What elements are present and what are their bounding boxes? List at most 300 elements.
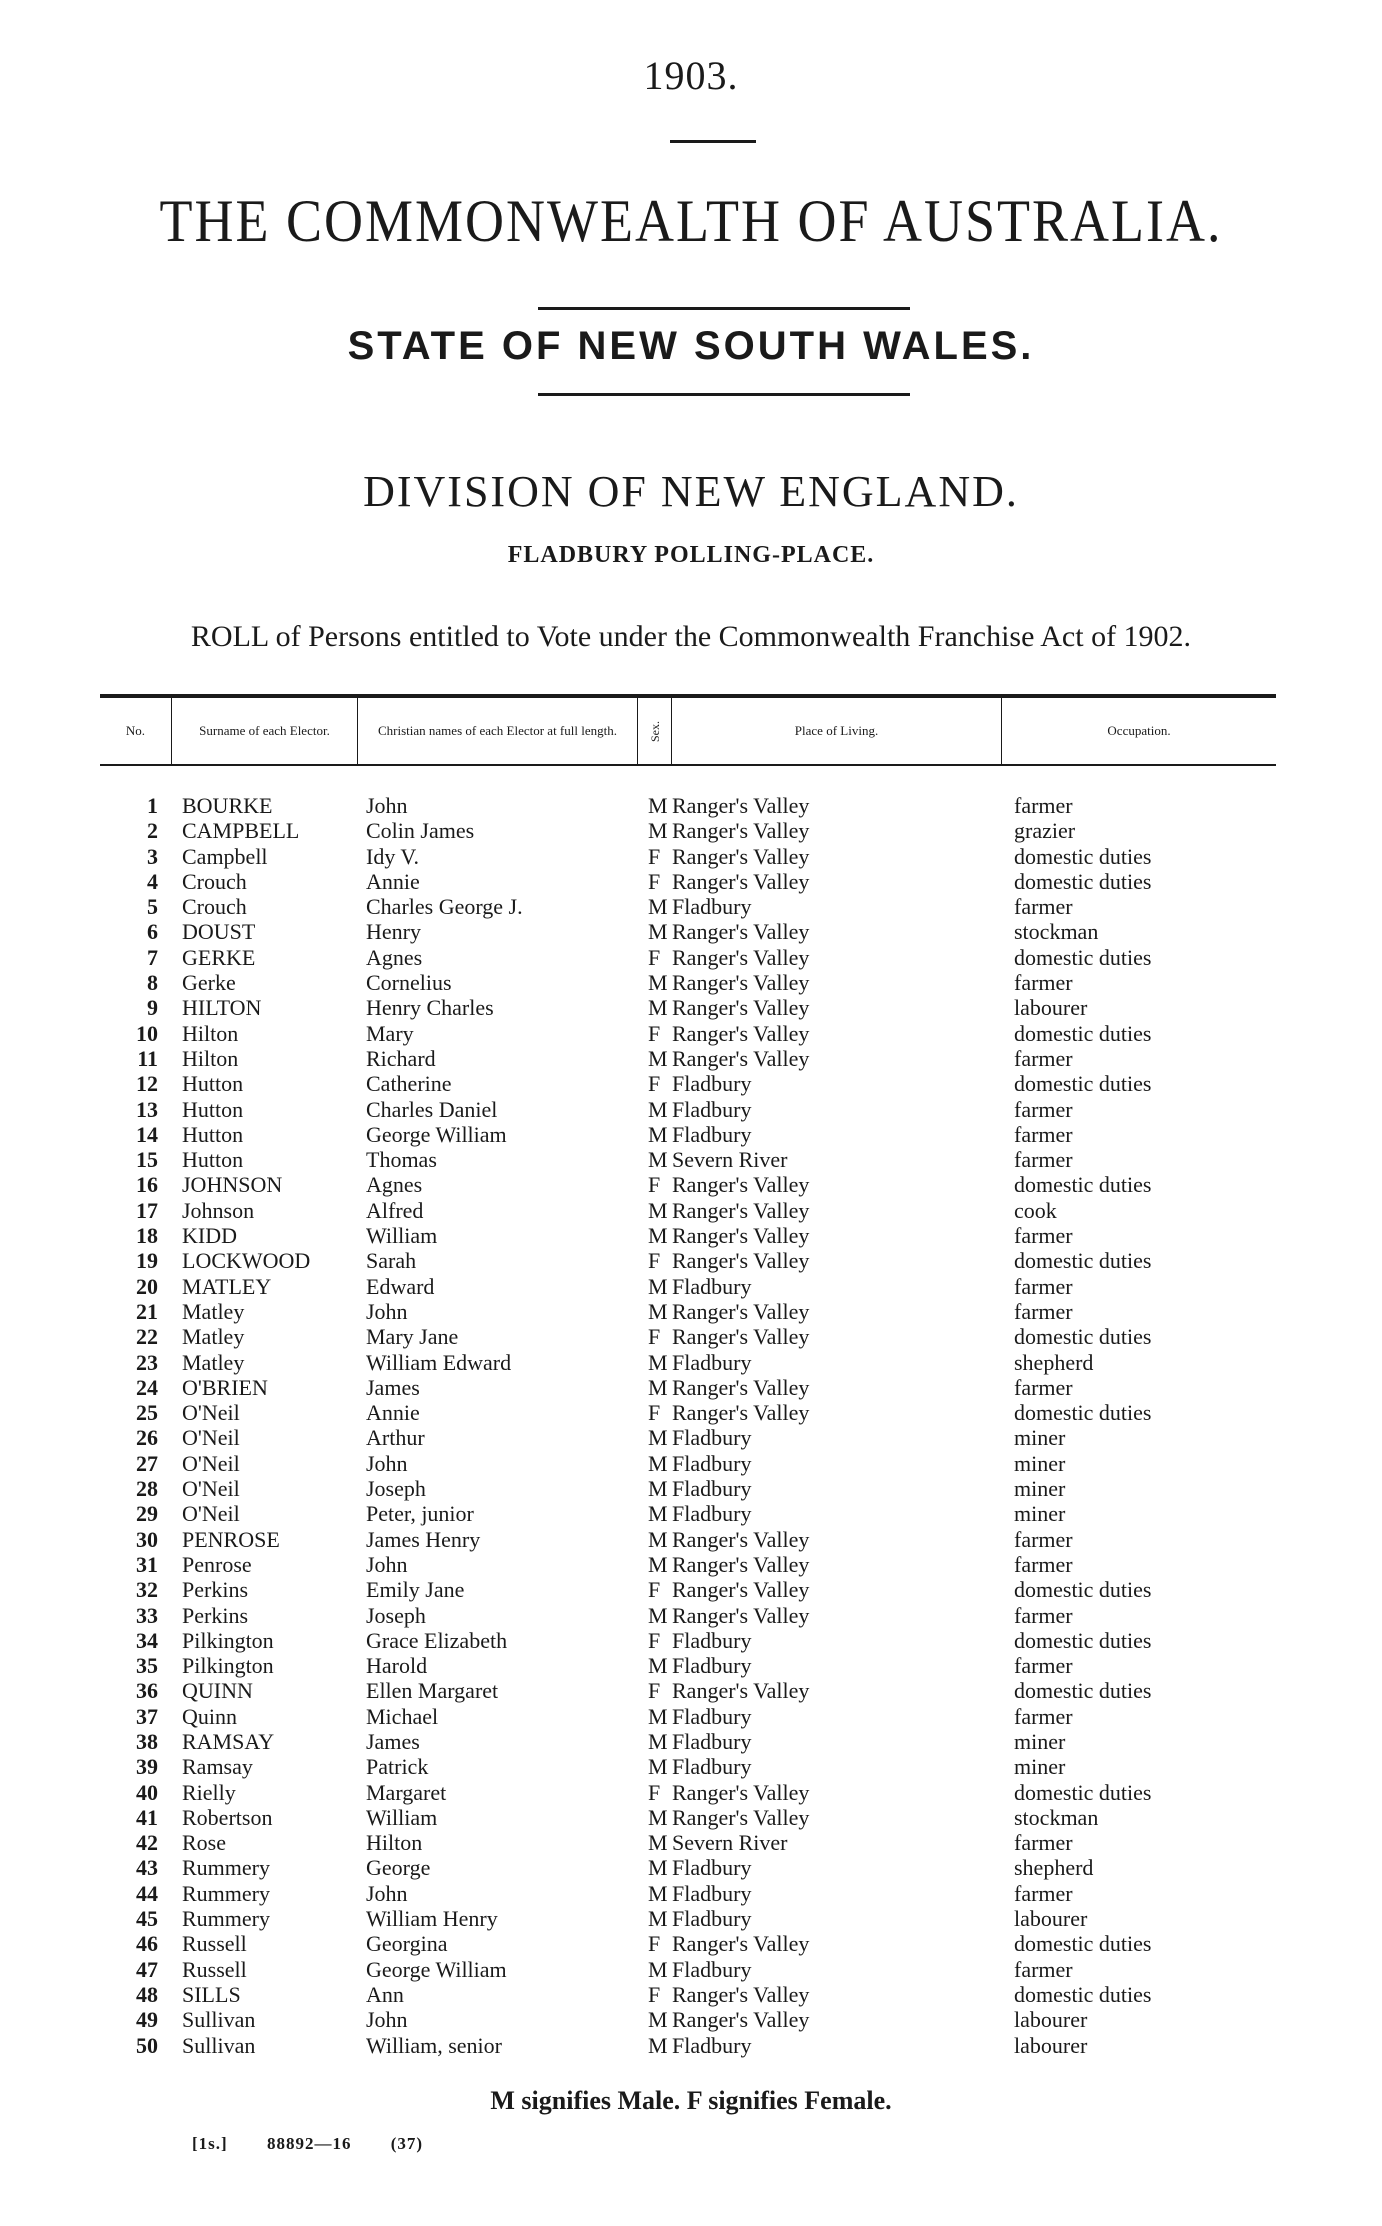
elector-occupation: farmer bbox=[1014, 1956, 1073, 1982]
elector-sex: M bbox=[648, 1501, 668, 1527]
row-number: 3 bbox=[147, 843, 158, 869]
elector-occupation: domestic duties bbox=[1014, 1931, 1152, 1957]
elector-place-of-living: Fladbury bbox=[672, 1880, 752, 1906]
column-header-occupation: Occupation. bbox=[1107, 723, 1171, 738]
elector-surname: BOURKE bbox=[182, 793, 273, 818]
elector-sex: M bbox=[648, 1855, 668, 1881]
elector-place-of-living: Ranger's Valley bbox=[672, 1678, 810, 1704]
elector-surname: Rummery bbox=[182, 1906, 270, 1932]
elector-occupation: cook bbox=[1014, 1197, 1057, 1223]
footer-code: 88892—16 bbox=[266, 2134, 352, 2153]
elector-occupation: miner bbox=[1014, 1476, 1066, 1502]
state-rule bbox=[538, 393, 910, 396]
elector-christian-names: George William bbox=[366, 1956, 507, 1982]
elector-place-of-living: Ranger's Valley bbox=[672, 843, 810, 869]
table-row bbox=[0, 793, 1382, 818]
elector-sex: M bbox=[648, 1804, 668, 1830]
elector-sex: F bbox=[648, 1577, 661, 1603]
elector-surname: Hutton bbox=[182, 1121, 244, 1147]
row-number: 17 bbox=[136, 1197, 158, 1223]
elector-place-of-living: Ranger's Valley bbox=[672, 1374, 810, 1400]
elector-place-of-living: Fladbury bbox=[672, 1956, 752, 1982]
elector-sex: M bbox=[648, 1956, 668, 1982]
elector-place-of-living: Fladbury bbox=[672, 1754, 752, 1780]
elector-christian-names: George bbox=[366, 1855, 431, 1881]
elector-christian-names: William bbox=[366, 1804, 438, 1830]
elector-surname: Crouch bbox=[182, 868, 247, 894]
elector-surname: Sullivan bbox=[182, 2032, 256, 2058]
row-number: 9 bbox=[147, 995, 158, 1021]
elector-occupation: farmer bbox=[1014, 1147, 1073, 1173]
elector-surname: Matley bbox=[182, 1298, 245, 1324]
elector-surname: Perkins bbox=[182, 1602, 248, 1628]
elector-occupation: farmer bbox=[1014, 1526, 1073, 1552]
table-row bbox=[0, 1425, 1382, 1450]
elector-sex: M bbox=[648, 818, 668, 844]
elector-place-of-living: Ranger's Valley bbox=[672, 868, 810, 894]
row-number: 43 bbox=[136, 1855, 158, 1881]
elector-place-of-living: Fladbury bbox=[672, 1349, 752, 1375]
elector-surname: Matley bbox=[182, 1324, 245, 1350]
elector-sex: F bbox=[648, 1931, 661, 1957]
elector-surname: MATLEY bbox=[182, 1273, 272, 1299]
elector-place-of-living: Fladbury bbox=[672, 1096, 752, 1122]
row-number: 11 bbox=[137, 1045, 158, 1071]
elector-christian-names: Ellen Margaret bbox=[366, 1678, 499, 1704]
row-number: 23 bbox=[136, 1349, 158, 1375]
elector-sex: M bbox=[648, 1374, 668, 1400]
table-row bbox=[0, 1906, 1382, 1931]
table-row bbox=[0, 1501, 1382, 1526]
elector-sex: M bbox=[648, 2007, 668, 2033]
row-number: 24 bbox=[136, 1374, 158, 1400]
table-row bbox=[0, 1881, 1382, 1906]
elector-place-of-living: Fladbury bbox=[672, 1627, 752, 1653]
table-row bbox=[0, 869, 1382, 894]
elector-surname: Hilton bbox=[182, 1020, 239, 1046]
row-number: 45 bbox=[136, 1906, 158, 1932]
elector-sex: F bbox=[648, 1020, 661, 1046]
row-number: 37 bbox=[136, 1703, 158, 1729]
row-number: 40 bbox=[136, 1779, 158, 1805]
elector-christian-names: Charles George J. bbox=[366, 894, 523, 920]
elector-surname: Hutton bbox=[182, 1147, 244, 1173]
table-row bbox=[0, 1628, 1382, 1653]
row-number: 22 bbox=[136, 1324, 158, 1350]
document-year: 1903. bbox=[643, 53, 739, 98]
elector-surname: GERKE bbox=[182, 944, 256, 970]
row-number: 33 bbox=[136, 1602, 158, 1628]
elector-surname: Quinn bbox=[182, 1703, 237, 1729]
elector-surname: Pilkington bbox=[182, 1653, 274, 1679]
elector-place-of-living: Fladbury bbox=[672, 1273, 752, 1299]
elector-christian-names: Mary bbox=[366, 1020, 414, 1046]
elector-surname: O'Neil bbox=[182, 1501, 240, 1527]
elector-place-of-living: Fladbury bbox=[672, 1450, 752, 1476]
elector-place-of-living: Ranger's Valley bbox=[672, 1602, 810, 1628]
elector-surname: Campbell bbox=[182, 843, 268, 869]
row-number: 13 bbox=[136, 1096, 158, 1122]
row-number: 32 bbox=[136, 1577, 158, 1603]
elector-sex: M bbox=[648, 1728, 668, 1754]
elector-christian-names: Grace Elizabeth bbox=[366, 1627, 508, 1653]
table-row bbox=[0, 1552, 1382, 1577]
table-row bbox=[0, 1147, 1382, 1172]
elector-sex: F bbox=[648, 1324, 661, 1350]
elector-place-of-living: Fladbury bbox=[672, 1653, 752, 1679]
elector-sex: M bbox=[648, 1703, 668, 1729]
elector-sex: F bbox=[648, 1071, 661, 1097]
elector-surname: Ramsay bbox=[182, 1754, 253, 1780]
elector-christian-names: James Henry bbox=[366, 1526, 481, 1552]
row-number: 31 bbox=[136, 1551, 158, 1577]
elector-christian-names: John bbox=[366, 2007, 408, 2033]
row-number: 34 bbox=[136, 1627, 158, 1653]
row-number: 38 bbox=[136, 1728, 158, 1754]
elector-surname: Rummery bbox=[182, 1855, 270, 1881]
elector-sex: M bbox=[648, 1298, 668, 1324]
elector-surname: O'Neil bbox=[182, 1476, 240, 1502]
elector-occupation: domestic duties bbox=[1014, 868, 1152, 894]
table-row bbox=[0, 1577, 1382, 1602]
elector-place-of-living: Ranger's Valley bbox=[672, 1981, 810, 2007]
elector-occupation: domestic duties bbox=[1014, 1324, 1152, 1350]
table-row bbox=[0, 970, 1382, 995]
elector-occupation: farmer bbox=[1014, 1653, 1073, 1679]
elector-surname: Matley bbox=[182, 1349, 245, 1375]
row-number: 47 bbox=[136, 1956, 158, 1982]
elector-place-of-living: Ranger's Valley bbox=[672, 970, 810, 996]
elector-sex: M bbox=[648, 1476, 668, 1502]
elector-sex: M bbox=[648, 1273, 668, 1299]
elector-sex: M bbox=[648, 1551, 668, 1577]
column-header-no: No. bbox=[100, 698, 172, 764]
elector-place-of-living: Ranger's Valley bbox=[672, 1551, 810, 1577]
elector-occupation: farmer bbox=[1014, 1096, 1073, 1122]
elector-place-of-living: Fladbury bbox=[672, 1501, 752, 1527]
row-number: 12 bbox=[136, 1071, 158, 1097]
elector-sex: M bbox=[648, 1830, 668, 1856]
elector-occupation: farmer bbox=[1014, 894, 1073, 920]
elector-sex: M bbox=[648, 1602, 668, 1628]
row-number: 50 bbox=[136, 2032, 158, 2058]
elector-place-of-living: Ranger's Valley bbox=[672, 1804, 810, 1830]
column-header-place: Place of Living. bbox=[672, 698, 1002, 764]
elector-sex: M bbox=[648, 1349, 668, 1375]
elector-place-of-living: Ranger's Valley bbox=[672, 818, 810, 844]
elector-place-of-living: Fladbury bbox=[672, 2032, 752, 2058]
sex-legend: M signifies Male. F signifies Female. bbox=[490, 2086, 892, 2115]
elector-place-of-living: Severn River bbox=[672, 1147, 788, 1173]
elector-sex: M bbox=[648, 1526, 668, 1552]
elector-occupation: domestic duties bbox=[1014, 843, 1152, 869]
elector-sex: M bbox=[648, 1906, 668, 1932]
elector-occupation: domestic duties bbox=[1014, 1678, 1152, 1704]
elector-surname: Hutton bbox=[182, 1071, 244, 1097]
elector-occupation: labourer bbox=[1014, 1906, 1088, 1932]
table-row bbox=[0, 1931, 1382, 1956]
table-row bbox=[0, 1527, 1382, 1552]
elector-sex: M bbox=[648, 894, 668, 920]
elector-occupation: labourer bbox=[1014, 2032, 1088, 2058]
elector-occupation: domestic duties bbox=[1014, 1400, 1152, 1426]
row-number: 6 bbox=[147, 919, 158, 945]
row-number: 25 bbox=[136, 1400, 158, 1426]
table-row bbox=[0, 1299, 1382, 1324]
table-row bbox=[0, 2033, 1382, 2058]
elector-surname: QUINN bbox=[182, 1678, 253, 1704]
elector-place-of-living: Fladbury bbox=[672, 1071, 752, 1097]
elector-christian-names: William Henry bbox=[366, 1906, 498, 1932]
elector-surname: KIDD bbox=[182, 1223, 237, 1249]
elector-place-of-living: Ranger's Valley bbox=[672, 1324, 810, 1350]
row-number: 7 bbox=[147, 944, 158, 970]
elector-occupation: farmer bbox=[1014, 1703, 1073, 1729]
elector-occupation: farmer bbox=[1014, 1374, 1073, 1400]
table-row bbox=[0, 1046, 1382, 1071]
elector-christian-names: Henry Charles bbox=[366, 995, 494, 1021]
elector-occupation: miner bbox=[1014, 1501, 1066, 1527]
table-row bbox=[0, 1805, 1382, 1830]
elector-christian-names: Charles Daniel bbox=[366, 1096, 498, 1122]
elector-christian-names: Mary Jane bbox=[366, 1324, 459, 1350]
table-row bbox=[0, 945, 1382, 970]
table-row bbox=[0, 1172, 1382, 1197]
elector-christian-names: Harold bbox=[366, 1653, 428, 1679]
row-number: 21 bbox=[136, 1298, 158, 1324]
elector-occupation: farmer bbox=[1014, 1045, 1073, 1071]
row-number: 35 bbox=[136, 1653, 158, 1679]
elector-surname: Crouch bbox=[182, 894, 247, 920]
elector-place-of-living: Ranger's Valley bbox=[672, 1400, 810, 1426]
row-number: 30 bbox=[136, 1526, 158, 1552]
elector-place-of-living: Ranger's Valley bbox=[672, 995, 810, 1021]
elector-place-of-living: Fladbury bbox=[672, 1855, 752, 1881]
elector-christian-names: James bbox=[366, 1728, 420, 1754]
elector-surname: Rummery bbox=[182, 1880, 270, 1906]
elector-occupation: domestic duties bbox=[1014, 944, 1152, 970]
elector-occupation: miner bbox=[1014, 1450, 1066, 1476]
elector-place-of-living: Ranger's Valley bbox=[672, 1223, 810, 1249]
elector-occupation: farmer bbox=[1014, 1880, 1073, 1906]
elector-christian-names: Richard bbox=[366, 1045, 436, 1071]
elector-christian-names: William, senior bbox=[366, 2032, 502, 2058]
elector-occupation: domestic duties bbox=[1014, 1779, 1152, 1805]
elector-place-of-living: Ranger's Valley bbox=[672, 1020, 810, 1046]
elector-surname: Russell bbox=[182, 1956, 247, 1982]
footer-price: [1s.] bbox=[192, 2134, 228, 2153]
elector-occupation: domestic duties bbox=[1014, 1071, 1152, 1097]
row-number: 5 bbox=[147, 894, 158, 920]
elector-surname: O'Neil bbox=[182, 1400, 240, 1426]
elector-sex: F bbox=[648, 868, 661, 894]
table-row bbox=[0, 1021, 1382, 1046]
elector-christian-names: Agnes bbox=[366, 944, 423, 970]
row-number: 26 bbox=[136, 1425, 158, 1451]
elector-place-of-living: Fladbury bbox=[672, 1425, 752, 1451]
elector-occupation: miner bbox=[1014, 1754, 1066, 1780]
elector-christian-names: Colin James bbox=[366, 818, 475, 844]
elector-surname: O'BRIEN bbox=[182, 1374, 268, 1400]
elector-christian-names: Joseph bbox=[366, 1602, 426, 1628]
elector-surname: Russell bbox=[182, 1931, 247, 1957]
elector-occupation: domestic duties bbox=[1014, 1172, 1152, 1198]
row-number: 1 bbox=[147, 793, 158, 818]
elector-sex: M bbox=[648, 1223, 668, 1249]
table-row bbox=[0, 1603, 1382, 1628]
row-number: 42 bbox=[136, 1830, 158, 1856]
elector-surname: HILTON bbox=[182, 995, 262, 1021]
elector-place-of-living: Fladbury bbox=[672, 894, 752, 920]
elector-occupation: farmer bbox=[1014, 1298, 1073, 1324]
elector-place-of-living: Ranger's Valley bbox=[672, 1045, 810, 1071]
row-number: 36 bbox=[136, 1678, 158, 1704]
row-number: 10 bbox=[136, 1020, 158, 1046]
elector-occupation: stockman bbox=[1014, 1804, 1099, 1830]
elector-surname: JOHNSON bbox=[182, 1172, 283, 1198]
elector-occupation: farmer bbox=[1014, 1273, 1073, 1299]
table-row bbox=[0, 1678, 1382, 1703]
elector-christian-names: Cornelius bbox=[366, 970, 452, 996]
elector-sex: F bbox=[648, 1400, 661, 1426]
elector-christian-names: John bbox=[366, 1450, 408, 1476]
elector-christian-names: Arthur bbox=[366, 1425, 425, 1451]
elector-sex: M bbox=[648, 2032, 668, 2058]
table-row bbox=[0, 1754, 1382, 1779]
column-header-christian: Christian names of each Elector at full length. bbox=[358, 698, 638, 764]
table-row bbox=[0, 1476, 1382, 1501]
division-heading: DIVISION OF NEW ENGLAND. bbox=[363, 467, 1019, 516]
elector-sex: M bbox=[648, 1880, 668, 1906]
elector-christian-names: John bbox=[366, 1880, 408, 1906]
table-row bbox=[0, 1400, 1382, 1425]
elector-place-of-living: Ranger's Valley bbox=[672, 1526, 810, 1552]
elector-christian-names: Henry bbox=[366, 919, 421, 945]
table-row bbox=[0, 1223, 1382, 1248]
elector-sex: M bbox=[648, 1450, 668, 1476]
elector-occupation: labourer bbox=[1014, 995, 1088, 1021]
table-row bbox=[0, 1350, 1382, 1375]
elector-sex: F bbox=[648, 843, 661, 869]
elector-christian-names: Peter, junior bbox=[366, 1501, 474, 1527]
elector-sex: F bbox=[648, 1678, 661, 1704]
elector-christian-names: Michael bbox=[366, 1703, 439, 1729]
row-number: 2 bbox=[147, 818, 158, 844]
polling-place-heading: FLADBURY POLLING-PLACE. bbox=[507, 542, 875, 568]
roll-description: ROLL of Persons entitled to Vote under the Commonwealth Franchise Act of 1902. bbox=[190, 620, 1192, 653]
elector-roll-table bbox=[0, 793, 1382, 2058]
row-number: 44 bbox=[136, 1880, 158, 1906]
row-number: 39 bbox=[136, 1754, 158, 1780]
elector-surname: LOCKWOOD bbox=[182, 1248, 311, 1274]
elector-sex: F bbox=[648, 1248, 661, 1274]
elector-occupation: miner bbox=[1014, 1425, 1066, 1451]
row-number: 29 bbox=[136, 1501, 158, 1527]
title-rule bbox=[538, 307, 910, 310]
elector-surname: Rielly bbox=[182, 1779, 236, 1805]
elector-place-of-living: Fladbury bbox=[672, 1476, 752, 1502]
elector-surname: Rose bbox=[182, 1830, 226, 1856]
row-number: 14 bbox=[136, 1121, 158, 1147]
elector-place-of-living: Ranger's Valley bbox=[672, 793, 810, 818]
table-row bbox=[0, 1830, 1382, 1855]
table-row bbox=[0, 1855, 1382, 1880]
footer-imprint bbox=[192, 2134, 457, 2154]
elector-christian-names: Sarah bbox=[366, 1248, 417, 1274]
elector-place-of-living: Fladbury bbox=[672, 1121, 752, 1147]
table-row bbox=[0, 1122, 1382, 1147]
footer-page: (37) bbox=[390, 2134, 424, 2153]
row-number: 49 bbox=[136, 2007, 158, 2033]
elector-sex: M bbox=[648, 1425, 668, 1451]
elector-occupation: farmer bbox=[1014, 1551, 1073, 1577]
table-row bbox=[0, 1982, 1382, 2007]
elector-surname: O'Neil bbox=[182, 1450, 240, 1476]
elector-surname: O'Neil bbox=[182, 1425, 240, 1451]
elector-occupation: farmer bbox=[1014, 1602, 1073, 1628]
elector-place-of-living: Ranger's Valley bbox=[672, 1931, 810, 1957]
row-number: 28 bbox=[136, 1476, 158, 1502]
elector-sex: M bbox=[648, 995, 668, 1021]
elector-place-of-living: Ranger's Valley bbox=[672, 2007, 810, 2033]
elector-christian-names: James bbox=[366, 1374, 420, 1400]
elector-occupation: farmer bbox=[1014, 1223, 1073, 1249]
document-title: THE COMMONWEALTH OF AUSTRALIA. bbox=[159, 187, 1223, 255]
elector-occupation: stockman bbox=[1014, 919, 1099, 945]
table-row bbox=[0, 919, 1382, 944]
elector-christian-names: George William bbox=[366, 1121, 507, 1147]
elector-occupation: grazier bbox=[1014, 818, 1076, 844]
elector-sex: M bbox=[648, 1147, 668, 1173]
table-row bbox=[0, 1324, 1382, 1349]
elector-christian-names: Emily Jane bbox=[366, 1577, 465, 1603]
year-rule bbox=[670, 140, 756, 143]
elector-surname: SILLS bbox=[182, 1981, 241, 2007]
table-row bbox=[0, 844, 1382, 869]
table-row bbox=[0, 894, 1382, 919]
elector-occupation: farmer bbox=[1014, 793, 1073, 818]
elector-christian-names: Alfred bbox=[366, 1197, 424, 1223]
elector-occupation: labourer bbox=[1014, 2007, 1088, 2033]
table-row bbox=[0, 1274, 1382, 1299]
elector-surname: Penrose bbox=[182, 1551, 252, 1577]
state-heading: STATE OF NEW SOUTH WALES. bbox=[347, 324, 1035, 368]
elector-christian-names: Joseph bbox=[366, 1476, 426, 1502]
column-header-surname: Surname of each Elector. bbox=[172, 698, 358, 764]
table-row bbox=[0, 995, 1382, 1020]
elector-place-of-living: Ranger's Valley bbox=[672, 1779, 810, 1805]
table-header bbox=[100, 694, 1276, 766]
elector-sex: F bbox=[648, 944, 661, 970]
elector-surname: Johnson bbox=[182, 1197, 255, 1223]
elector-occupation: domestic duties bbox=[1014, 1981, 1152, 2007]
row-number: 4 bbox=[147, 868, 158, 894]
elector-occupation: domestic duties bbox=[1014, 1577, 1152, 1603]
elector-occupation: farmer bbox=[1014, 970, 1073, 996]
row-number: 18 bbox=[136, 1223, 158, 1249]
table-row bbox=[0, 1198, 1382, 1223]
table-row bbox=[0, 1071, 1382, 1096]
elector-surname: Gerke bbox=[182, 970, 236, 996]
elector-sex: M bbox=[648, 919, 668, 945]
elector-sex: F bbox=[648, 1172, 661, 1198]
elector-sex: F bbox=[648, 1779, 661, 1805]
elector-place-of-living: Fladbury bbox=[672, 1906, 752, 1932]
elector-christian-names: John bbox=[366, 1551, 408, 1577]
elector-sex: M bbox=[648, 1754, 668, 1780]
table-row bbox=[0, 1097, 1382, 1122]
elector-place-of-living: Ranger's Valley bbox=[672, 1298, 810, 1324]
